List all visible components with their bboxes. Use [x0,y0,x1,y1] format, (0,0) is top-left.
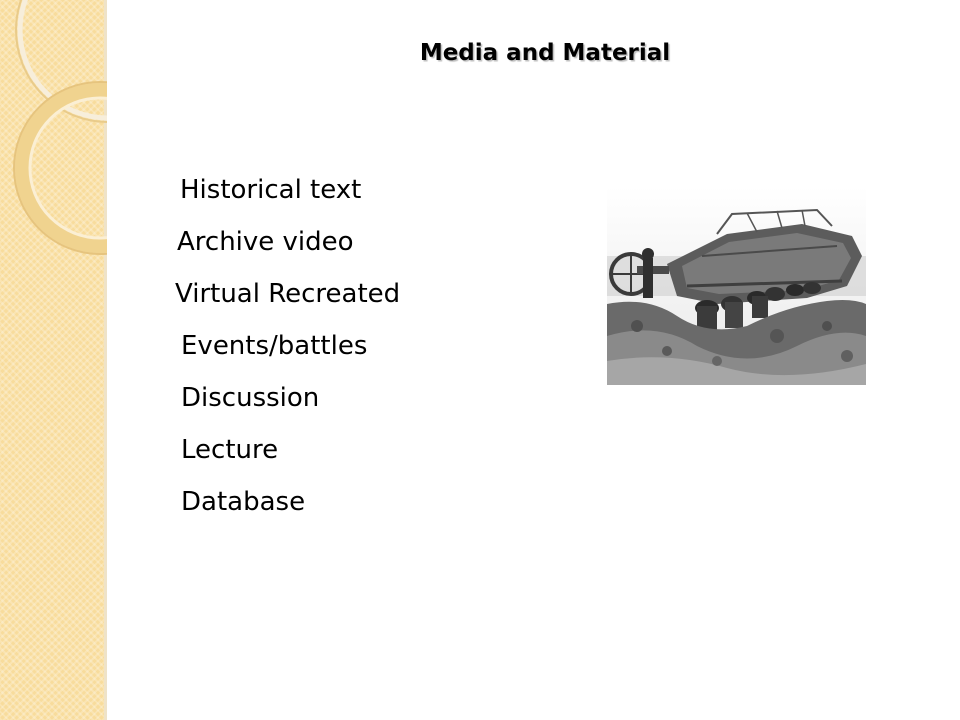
ww1-tank-photo-icon [607,186,866,385]
list-item-historical-text: Historical text [180,175,362,205]
list-item-events-battles: Events/battles [181,331,368,361]
list-item-lecture: Lecture [181,435,279,465]
list-item-archive-video: Archive video [177,227,354,257]
list-item-discussion: Discussion [181,383,320,413]
list-item-database: Database [181,487,306,517]
list-item-virtual-recreated: Virtual Recreated [175,279,401,309]
decorative-rings-icon [0,0,107,260]
slide-title: Media and Material [419,40,671,66]
